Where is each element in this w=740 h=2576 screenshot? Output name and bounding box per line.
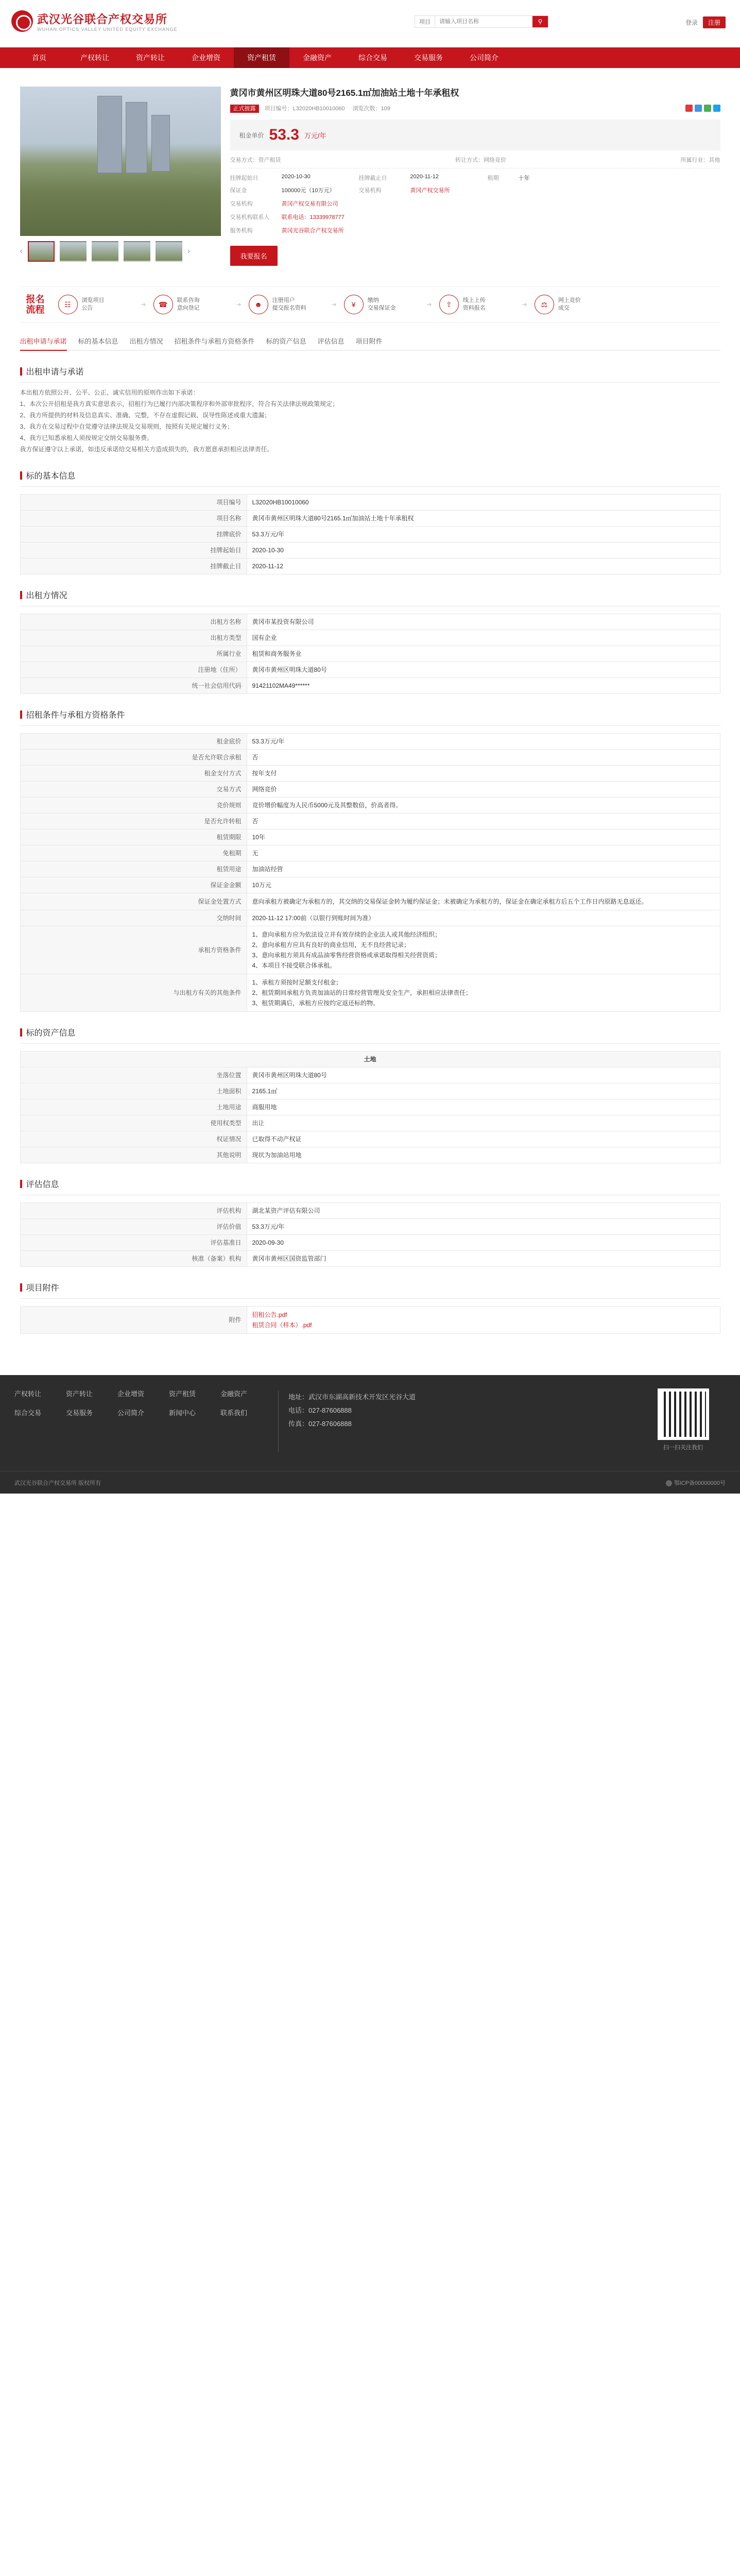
fact-value: 2020-11-12	[410, 174, 439, 180]
table-row	[20, 814, 720, 829]
table-row	[20, 798, 720, 814]
process-step	[51, 295, 141, 314]
arrow-right-icon: ➜	[426, 301, 432, 308]
process-step	[146, 295, 236, 314]
section-title: 项目附件	[20, 1281, 720, 1299]
field-value: 10万元	[247, 877, 720, 893]
view-count: 浏览次数：109	[352, 106, 390, 112]
field-value: 加油站经营	[247, 861, 720, 877]
field-value: 黄冈市黄州区明珠大道80号	[247, 662, 720, 678]
photo-building	[97, 96, 122, 173]
lessor-section	[20, 589, 720, 694]
step-label: 线上上传 资料报名	[462, 297, 486, 311]
field-label: 保证金处置方式	[20, 893, 247, 910]
site-footer	[0, 1375, 740, 1494]
asset-section	[20, 1026, 720, 1163]
weibo-icon[interactable]	[685, 105, 693, 112]
field-label: 保证金金额	[20, 877, 247, 893]
project-info	[230, 87, 720, 266]
field-value: 现状为加油站用地	[247, 1147, 720, 1163]
footer-fax: 传真：027-87606888	[288, 1420, 352, 1428]
field-label: 使用权类型	[20, 1115, 247, 1131]
field-value: 53.3万元/年	[247, 734, 720, 750]
field-label: 租赁期限	[20, 829, 247, 845]
table-row	[20, 910, 720, 926]
section-title: 评估信息	[20, 1178, 720, 1195]
commitment-section	[20, 365, 720, 455]
step-label: 网上竞价 成交	[558, 297, 581, 311]
table-row	[20, 558, 720, 574]
brand-subtitle: WUHAN OPTICS VALLEY UNITED EQUITY EXCHANGE	[37, 26, 178, 32]
field-label: 坐落位置	[20, 1067, 247, 1083]
fact-label: 租期	[487, 175, 499, 181]
brand-name: 武汉光谷联合产权交易所	[37, 12, 168, 26]
fact-value: 2020-10-30	[281, 174, 311, 180]
fact-label: 保证金	[230, 188, 247, 194]
tab-conditions[interactable]: 招租条件与承租方资格条件	[174, 337, 255, 345]
table-row	[20, 630, 720, 646]
contact-label: 交易机构	[230, 201, 253, 207]
asset-table	[20, 1051, 720, 1163]
table-row	[20, 1131, 720, 1147]
detail-tabs	[20, 332, 720, 351]
login-link[interactable]: 登录	[685, 19, 698, 26]
table-row	[20, 1067, 720, 1083]
nav-item-lease[interactable]: 资产租赁	[234, 47, 289, 68]
field-label: 出租方名称	[20, 614, 247, 630]
field-label: 与出租方有关的其他条件	[20, 974, 247, 1012]
field-value: 黄冈市黄州区明珠大道80号	[247, 1067, 720, 1083]
logo-mark-icon	[11, 10, 33, 32]
field-label: 是否允许联合承租	[20, 750, 247, 766]
field-label: 所属行业	[20, 646, 247, 662]
attachment-link[interactable]: 租赁合同（样本）.pdf	[252, 1321, 312, 1329]
image-gallery	[20, 87, 221, 266]
project-number: 项目编号：L32020HB10010060	[264, 106, 345, 112]
field-label: 注册地（住所）	[20, 662, 247, 678]
status-badge: 正式披露	[230, 105, 259, 113]
table-row	[20, 495, 720, 511]
footer-link[interactable]: 金融资产	[220, 1390, 248, 1398]
project-title: 黄冈市黄州区明珠大道80号2165.1㎡加油站土地十年承租权	[230, 88, 459, 98]
field-value: 53.3万元/年	[247, 527, 720, 543]
commitment-line: 我方保证遵守以上承诺，如违反承诺给交易相关方造成损失的，我方愿意承担相应法律责任。	[20, 446, 273, 453]
price-unit: 万元/年	[304, 131, 326, 140]
table-row	[20, 1251, 720, 1267]
field-label: 挂牌截止日	[20, 558, 247, 574]
phone-icon: ☎	[153, 295, 173, 314]
field-label: 出租方类型	[20, 630, 247, 646]
field-value: 否	[247, 814, 720, 829]
section-title: 标的基本信息	[20, 469, 720, 487]
arrow-right-icon: ➜	[141, 301, 146, 308]
field-label: 统一社会信用代码	[20, 678, 247, 694]
thumbnail[interactable]	[60, 241, 87, 262]
basic-info-table	[20, 494, 720, 574]
field-value: 按年支付	[247, 766, 720, 782]
section-title: 标的资产信息	[20, 1026, 720, 1044]
main-nav	[0, 47, 740, 68]
field-label: 附件	[20, 1307, 247, 1334]
thumbnail[interactable]	[156, 241, 182, 262]
table-row	[20, 527, 720, 543]
table-row	[20, 678, 720, 694]
table-row	[20, 1099, 720, 1115]
field-value: 黄冈市黄州区国资监管部门	[247, 1251, 720, 1267]
field-value: 网络竞价	[247, 782, 720, 798]
table-row	[20, 1115, 720, 1131]
process-title: 报名 流程	[26, 294, 45, 315]
commitment-line: 4、我方已知悉承租人须按规定交纳交易服务费。	[20, 434, 153, 442]
field-label: 是否允许转租	[20, 814, 247, 829]
price-value: 53.3	[269, 126, 299, 143]
contact-label: 交易机构联系人	[230, 214, 270, 221]
table-row	[20, 662, 720, 678]
field-label: 租金底价	[20, 734, 247, 750]
process-step	[527, 295, 617, 314]
user-icon: ☻	[249, 295, 268, 314]
field-value: 1、承租方须按时足额支付租金； 2、租赁期间承租方负责加油站的日常经营管理及安全生产，承担相应法律责任； 3、租赁期满后，承租方应按约定返还标的物。	[247, 974, 720, 1012]
table-row	[20, 845, 720, 861]
field-value: 出让	[247, 1115, 720, 1131]
process-step	[337, 295, 427, 314]
table-row	[20, 511, 720, 527]
conditions-section	[20, 708, 720, 1012]
evaluation-table	[20, 1202, 720, 1267]
conditions-table	[20, 733, 720, 1012]
table-row	[20, 893, 720, 910]
field-value: 53.3万元/年	[247, 1219, 720, 1235]
table-row	[20, 926, 720, 974]
table-row	[20, 750, 720, 766]
account-links	[685, 16, 726, 28]
field-value: 湖北某资产评估有限公司	[247, 1203, 720, 1219]
search-button[interactable]	[532, 16, 548, 27]
field-label: 其他说明	[20, 1147, 247, 1163]
register-button[interactable]: 我要报名	[230, 246, 278, 266]
nav-item-home[interactable]: 首页	[32, 54, 46, 62]
table-row	[20, 646, 720, 662]
search-box	[415, 15, 548, 28]
field-value: 否	[247, 750, 720, 766]
qr-label: 扫一扫关注我们	[663, 1445, 703, 1451]
contact-value: 黄冈产权交易有限公司	[281, 201, 338, 207]
commitment-text	[20, 383, 720, 455]
project-meta	[230, 104, 720, 112]
nav-item-equity[interactable]: 产权转让	[80, 54, 109, 62]
field-label: 土地用途	[20, 1099, 247, 1115]
chevron-right-icon[interactable]: ›	[187, 247, 191, 256]
field-label: 租赁用途	[20, 861, 247, 877]
field-value: 2020-11-12 17:00前（以银行到账时间为准）	[247, 910, 720, 926]
photo-building	[151, 115, 170, 172]
industry: 所属行业：其他	[680, 157, 720, 163]
fact-value	[519, 186, 580, 194]
field-label: 租金支付方式	[20, 766, 247, 782]
field-value: 竞价增价幅度为人民币5000元及其整数倍，价高者得。	[247, 798, 720, 814]
attachments-section	[20, 1281, 720, 1334]
field-label: 项目编号	[20, 495, 247, 511]
copyright: 武汉光谷联合产权交易所 版权所有	[14, 1480, 101, 1486]
section-title: 招租条件与承租方资格条件	[20, 708, 720, 726]
step-label: 联系咨询 意向登记	[177, 297, 200, 311]
fact-value: 十年	[518, 175, 530, 181]
field-value: 无	[247, 845, 720, 861]
field-value: 国有企业	[247, 630, 720, 646]
arrow-right-icon: ➜	[331, 301, 337, 308]
fact-label: 挂牌起始日	[230, 175, 259, 181]
money-icon: ¥	[344, 295, 364, 314]
price-label: 租金单价	[239, 131, 264, 139]
table-row	[20, 1203, 720, 1219]
footer-bottom	[0, 1471, 740, 1494]
field-value: L32020HB10010060	[247, 495, 720, 511]
main-photo[interactable]	[20, 87, 221, 236]
nav-item-service[interactable]: 交易服务	[414, 54, 443, 62]
arrow-right-icon: ➜	[522, 301, 527, 308]
tab-basic-info[interactable]: 标的基本信息	[78, 337, 118, 345]
search-type-select[interactable]: 项目	[415, 16, 435, 27]
key-facts	[230, 174, 720, 194]
table-row	[20, 829, 720, 845]
footer-link[interactable]: 新闻中心	[169, 1409, 196, 1417]
gavel-icon: ⚖	[535, 295, 554, 314]
register-link[interactable]: 注册	[703, 16, 726, 28]
table-row	[20, 543, 720, 558]
table-row	[20, 614, 720, 630]
logo[interactable]	[11, 10, 178, 32]
section-title: 出租方情况	[20, 589, 720, 606]
trade-attributes	[230, 150, 720, 168]
field-value: 2165.1㎡	[247, 1083, 720, 1099]
basic-info-section	[20, 469, 720, 574]
field-label: 挂牌底价	[20, 527, 247, 543]
share-buttons	[685, 105, 720, 112]
table-row	[20, 877, 720, 893]
contact-phone: 联系电话：13339978777	[281, 214, 345, 221]
footer-address: 地址：武汉市东湖高新技术开发区光谷大道	[288, 1393, 416, 1401]
field-value: 1、意向承租方应为依法设立并有效存续的企业法人或其他经济组织； 2、意向承租方应具有良好的商业信用，无不良经营记录； 3、意向承租方须具有成品油零售经营资格或承诺取得相关经营资质； 4、本项目不接受联合体承租。	[247, 926, 720, 974]
contact-info	[230, 199, 720, 234]
qr-code-icon	[658, 1388, 709, 1440]
footer-link[interactable]: 联系我们	[220, 1409, 248, 1417]
asset-category: 土地	[20, 1052, 720, 1067]
table-row	[20, 1083, 720, 1099]
field-label: 核准（备案）机构	[20, 1251, 247, 1267]
thumbnail[interactable]	[28, 241, 55, 262]
police-badge-icon	[666, 1480, 672, 1486]
field-value: 91421102MA49******	[247, 678, 720, 694]
registration-process	[20, 286, 720, 323]
field-value: 黄冈市某投资有限公司	[247, 614, 720, 630]
footer-phone: 电话：027-87606888	[288, 1406, 352, 1414]
process-step	[242, 295, 332, 314]
commitment-line: 1、本次公开招租是我方真实意思表示，招租行为已履行内部决策程序和外部审批程序，符合有关法律法规政策规定；	[20, 400, 339, 408]
qzone-icon[interactable]	[695, 105, 702, 112]
thumbnail[interactable]	[124, 241, 150, 262]
table-row	[20, 782, 720, 798]
field-label: 交易方式	[20, 782, 247, 798]
tab-asset[interactable]: 标的资产信息	[266, 337, 306, 345]
search-icon: ⚲	[538, 18, 543, 25]
table-row	[20, 1052, 720, 1067]
step-label: 浏览项目 公告	[81, 297, 105, 311]
nav-item-comprehensive[interactable]: 综合交易	[358, 54, 387, 62]
process-step	[432, 295, 522, 314]
field-value: 10年	[247, 829, 720, 845]
table-row	[20, 1235, 720, 1251]
footer-link[interactable]: 综合交易	[14, 1409, 42, 1417]
fact-value: 100000元（10万元）	[281, 188, 335, 194]
field-label: 评估基准日	[20, 1235, 247, 1251]
project-summary	[20, 68, 720, 266]
nav-item-financial[interactable]: 金融资产	[303, 54, 332, 62]
icp-number[interactable]: 鄂ICP备00000000号	[674, 1480, 726, 1486]
tab-evaluation[interactable]: 评估信息	[317, 337, 345, 345]
field-value: 2020-09-30	[247, 1235, 720, 1251]
field-value: 2020-10-30	[247, 543, 720, 558]
field-label: 交纳时间	[20, 910, 247, 926]
qq-icon[interactable]	[713, 105, 720, 112]
browse-icon: ☷	[58, 295, 78, 314]
transfer-mode: 转让方式：网络竞价	[455, 157, 506, 163]
upload-icon: ⇧	[439, 295, 459, 314]
table-row	[20, 861, 720, 877]
contact-label: 服务机构	[230, 228, 253, 234]
field-value: 黄冈市黄州区明珠大道80号2165.1㎡加油站土地十年承租权	[247, 511, 720, 527]
section-title: 出租申请与承诺	[20, 365, 720, 383]
footer-link[interactable]: 资产转让	[66, 1390, 93, 1398]
field-label: 项目名称	[20, 511, 247, 527]
footer-link[interactable]: 资产租赁	[169, 1390, 196, 1398]
price-panel	[230, 120, 720, 150]
table-row	[20, 1219, 720, 1235]
field-value: 商服用地	[247, 1099, 720, 1115]
commitment-line: 3、我方在交易过程中自觉遵守法律法规及交易规则，按照有关规定履行义务；	[20, 423, 234, 430]
field-label: 竞价规则	[20, 798, 247, 814]
footer-divider	[278, 1391, 279, 1452]
attachment-list	[247, 1307, 720, 1334]
trade-type: 交易方式：资产租赁	[230, 157, 281, 163]
footer-link[interactable]: 交易服务	[66, 1409, 93, 1417]
footer-link[interactable]: 企业增资	[117, 1390, 145, 1398]
field-label: 评估价值	[20, 1219, 247, 1235]
lessor-table	[20, 614, 720, 694]
nav-item-asset[interactable]: 资产转让	[136, 54, 165, 62]
evaluation-section	[20, 1178, 720, 1267]
step-label: 缴纳 交易保证金	[367, 297, 396, 311]
field-label: 土地面积	[20, 1083, 247, 1099]
field-label: 承租方资格条件	[20, 926, 247, 974]
photo-building	[126, 102, 147, 173]
footer-link[interactable]: 产权转让	[14, 1390, 42, 1398]
tab-lessor[interactable]: 出租方情况	[129, 337, 163, 345]
tab-lessor-commitment[interactable]: 出租申请与承诺	[20, 332, 67, 351]
table-row	[20, 974, 720, 1012]
wechat-icon[interactable]	[704, 105, 711, 112]
field-value: 租赁和商务服务业	[247, 646, 720, 662]
footer-contact	[288, 1391, 416, 1431]
field-value: 意向承租方被确定为承租方的，其交纳的交易保证金转为履约保证金；未被确定为承租方的，保证金在确定承租方后五个工作日内原路无息返还。	[247, 893, 720, 910]
thumbnail-strip	[20, 241, 221, 262]
fact-label: 交易机构	[358, 188, 382, 194]
field-label: 权证情况	[20, 1131, 247, 1147]
tab-attachments[interactable]: 项目附件	[355, 337, 383, 345]
fact-value: 黄冈产权交易所	[410, 188, 450, 194]
commitment-line: 本出租方依照公开、公平、公正、诚实信用的原则作出如下承诺：	[20, 389, 199, 396]
nav-item-about[interactable]: 公司简介	[470, 54, 498, 62]
table-row	[20, 1147, 720, 1163]
top-bar	[0, 0, 740, 47]
table-row	[20, 734, 720, 750]
field-label: 免租期	[20, 845, 247, 861]
field-value: 已取得不动产权证	[247, 1131, 720, 1147]
footer-link[interactable]: 公司简介	[117, 1409, 145, 1417]
arrow-right-icon: ➜	[236, 301, 242, 308]
attachment-link[interactable]: 招租公告.pdf	[252, 1311, 287, 1318]
table-row	[20, 1307, 720, 1334]
commitment-line: 2、我方所提供的材料及信息真实、准确、完整，不存在虚假记载、误导性陈述或重大遗漏；	[20, 412, 271, 419]
step-label: 注册用户 提交报名资料	[272, 297, 306, 311]
contact-value: 黄冈光谷联合产权交易所	[281, 228, 344, 234]
search-input[interactable]	[435, 16, 532, 27]
fact-label: 挂牌截止日	[358, 175, 387, 181]
nav-item-capital[interactable]: 企业增资	[192, 54, 220, 62]
chevron-left-icon[interactable]: ‹	[20, 247, 23, 256]
field-label: 挂牌起始日	[20, 543, 247, 558]
fact-label	[488, 186, 519, 194]
table-row	[20, 766, 720, 782]
attachments-table	[20, 1306, 720, 1334]
field-value: 2020-11-12	[247, 558, 720, 574]
thumbnail[interactable]	[92, 241, 118, 262]
field-label: 评估机构	[20, 1203, 247, 1219]
